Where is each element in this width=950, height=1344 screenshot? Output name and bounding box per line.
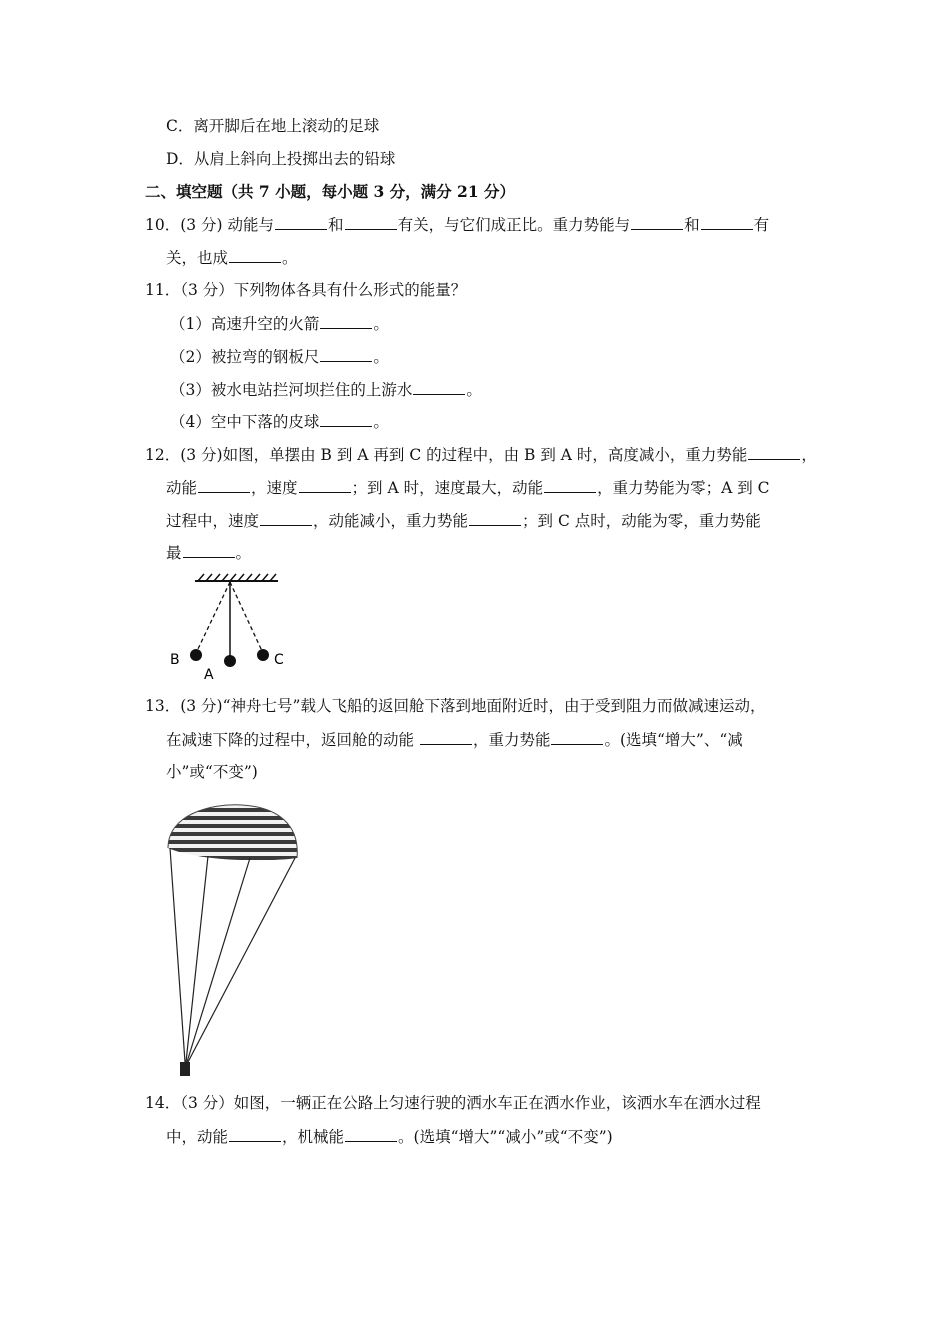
q12-text: 最 <box>166 544 182 562</box>
q12-text: ；到 C 点时，动能为零，重力势能 <box>522 512 761 530</box>
question-14-line-1: 14．（3 分）如图，一辆正在公路上匀速行驶的洒水车正在洒水作业，该洒水车在洒水过程 <box>145 1094 761 1112</box>
parachute-lines <box>170 848 295 1062</box>
q14-text: 中，动能 <box>166 1128 229 1146</box>
answer-blank[interactable] <box>229 1125 281 1142</box>
question-10-line-1 <box>145 213 769 236</box>
answer-blank[interactable] <box>631 213 683 230</box>
answer-blank[interactable] <box>198 476 250 493</box>
question-10-line-2 <box>166 246 298 269</box>
q11-text: 。 <box>373 348 389 366</box>
parachute-canopy <box>160 800 305 870</box>
answer-blank[interactable] <box>320 312 372 329</box>
pendulum-string-b <box>197 582 230 651</box>
pendulum-bob-c <box>257 649 269 661</box>
q10-text: 有关，与它们成正比。重力势能与 <box>397 216 631 234</box>
pendulum-bob-b <box>190 649 202 661</box>
answer-blank[interactable] <box>345 213 397 230</box>
label-c: C <box>274 652 284 668</box>
q12-text: ；到 A 时，速度最大，动能 <box>351 479 544 497</box>
parachute-figure <box>160 800 305 1085</box>
answer-blank[interactable] <box>701 213 753 230</box>
q12-text: ，重力势能为零；A 到 C <box>597 479 770 497</box>
label-b: B <box>170 652 180 668</box>
ceiling-hatching <box>198 574 276 581</box>
q11-text: （3）被水电站拦河坝拦住的上游水 <box>170 381 413 399</box>
answer-blank[interactable] <box>229 246 281 263</box>
q12-text: ，动能减小，重力势能 <box>313 512 469 530</box>
answer-blank[interactable] <box>183 541 235 558</box>
q13-text: 在减速下降的过程中，返回舱的动能 <box>166 731 419 749</box>
question-14-line-2 <box>166 1125 613 1148</box>
q11-text: （4）空中下落的皮球 <box>170 413 320 431</box>
question-12-line-2 <box>166 476 770 499</box>
option-c: C．离开脚后在地上滚动的足球 <box>166 117 380 135</box>
answer-blank[interactable] <box>551 728 603 745</box>
question-13-line-3: 小”或“不变”) <box>166 763 258 781</box>
q12-text: ， <box>801 446 817 464</box>
q10-text: 10．(3 分) 动能与 <box>145 216 275 234</box>
q13-text: ，重力势能 <box>472 731 551 749</box>
q11-text: 。 <box>373 413 389 431</box>
pendulum-figure <box>160 572 300 682</box>
answer-blank[interactable] <box>544 476 596 493</box>
answer-blank[interactable] <box>345 1125 397 1142</box>
question-12-line-4 <box>166 541 251 564</box>
answer-blank[interactable] <box>275 213 327 230</box>
question-11-item-3 <box>170 378 482 401</box>
question-13-line-1: 13．(3 分)“神舟七号”载人飞船的返回舱下落到地面附近时，由于受到阻力而做减速运动， <box>145 697 766 715</box>
q11-text: 。 <box>373 315 389 333</box>
pendulum-bob-a <box>224 655 236 667</box>
q10-text: 。 <box>282 249 298 267</box>
return-capsule <box>180 1062 190 1076</box>
question-11-stem: 11．（3 分）下列物体各具有什么形式的能量？ <box>145 281 467 299</box>
q12-text: ，速度 <box>251 479 298 497</box>
answer-blank[interactable] <box>320 345 372 362</box>
q10-text: 和 <box>328 216 344 234</box>
q14-text: ，机械能 <box>282 1128 345 1146</box>
q11-text: 。 <box>466 381 482 399</box>
q10-text: 有 <box>753 216 770 234</box>
q11-text: （1）高速升空的火箭 <box>170 315 320 333</box>
label-a: A <box>204 667 214 682</box>
q12-text: 12．(3 分)如图，单摆由 B 到 A 再到 C 的过程中，由 B 到 A 时，高度减小，重力势能 <box>145 446 748 464</box>
q12-text: 。 <box>235 544 252 562</box>
section-title: 二、填空题（共 7 小题，每小题 3 分，满分 21 分） <box>145 182 516 201</box>
q11-text: （2）被拉弯的钢板尺 <box>170 348 320 366</box>
option-d: D．从肩上斜向上投掷出去的铅球 <box>166 150 396 168</box>
pendulum-string-c <box>230 582 262 651</box>
answer-blank[interactable] <box>748 443 800 460</box>
question-12-line-3 <box>166 509 761 532</box>
answer-blank[interactable] <box>320 410 372 427</box>
question-12-line-1 <box>145 443 817 466</box>
q10-text: 关，也成 <box>166 249 229 267</box>
answer-blank[interactable] <box>299 476 351 493</box>
answer-blank[interactable] <box>420 728 472 745</box>
question-13-line-2 <box>166 728 743 751</box>
answer-blank[interactable] <box>413 378 465 395</box>
question-11-item-4 <box>170 410 389 433</box>
question-11-item-1 <box>170 312 389 335</box>
q12-text: 过程中，速度 <box>166 512 260 530</box>
question-11-item-2 <box>170 345 389 368</box>
q14-text: 。(选填“增大”“减小”或“不变”) <box>398 1128 613 1146</box>
answer-blank[interactable] <box>260 509 312 526</box>
q13-text: 。(选填“增大”、“减 <box>604 731 743 749</box>
q10-text: 和 <box>684 216 700 234</box>
q12-text: 动能 <box>166 479 198 497</box>
answer-blank[interactable] <box>469 509 521 526</box>
